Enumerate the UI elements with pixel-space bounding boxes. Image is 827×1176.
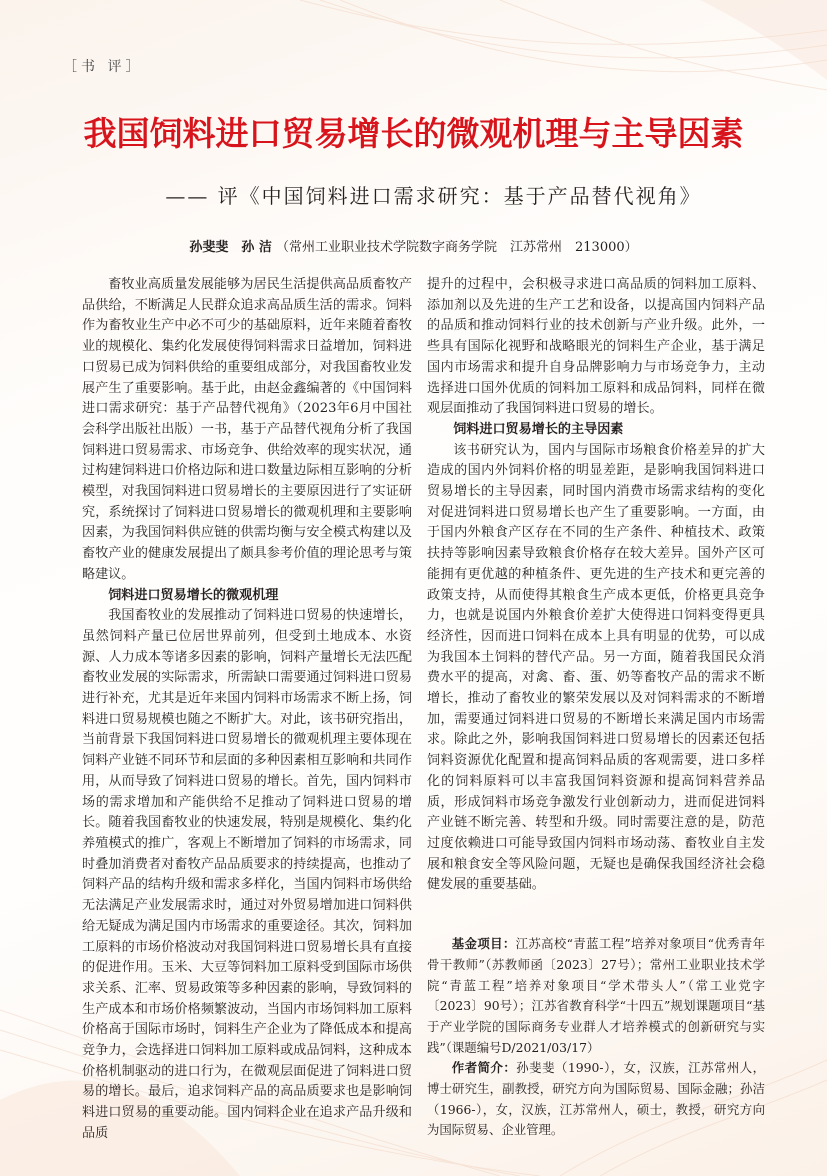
fund-note <box>427 934 765 1058</box>
article-subtitle: —— 评《中国饲料进口需求研究：基于产品替代视角》 <box>165 184 702 208</box>
article-title: 我国饲料进口贸易增长的微观机理与主导因素 <box>83 114 744 153</box>
section1-heading: 饲料进口贸易增长的微观机理 <box>108 587 279 603</box>
author-line <box>0 236 827 255</box>
bio-label: 作者简介： <box>451 1060 517 1076</box>
author-names: 孙斐斐 孙 洁 <box>189 240 272 255</box>
column-right <box>427 275 765 1141</box>
bio-text: 孙斐斐（1990-），女，汉族，江苏常州人，博士研究生，副教授，研究方向为国际贸易、国际金融；孙洁（1966-），女，汉族，江苏常州人，硕士，教授，研究方向为国际贸易、企业管理。 <box>427 1060 766 1138</box>
fund-text: 江苏高校“青蓝工程”培养对象项目“优秀青年骨干教师”（苏教师函〔2023〕27号）；常州工业职业技术学院“青蓝工程”培养对象项目“学术带头人”（常工业党字〔2023〕90号）；江苏省教育科学“十四五”规划课题项目“基于产业学院的国际商务专业群人才培养模式的创新研究与实践”（课题编号D/2021/03/17） <box>427 936 765 1055</box>
section-tag: ［书 评］ <box>63 59 144 75</box>
section1-paragraph-continued: 提升的过程中，会积极寻求进口高品质的饲料加工原料、添加剂以及先进的生产工艺和设备，以提高国内饲料产品的品质和推动饲料行业的技术创新与产业升级。此外，一些具有国际化视野和战略眼光的饲料生产企业，基于满足国内市场需求和提升自身品牌影响力与市场竞争力，主动选择进口国外优质的饲料加工原料和成品饲料，同样在微观层面推动了我国饲料进口贸易的增长。 <box>427 277 765 417</box>
section2-heading: 饲料进口贸易增长的主导因素 <box>453 421 624 437</box>
author-affiliation: （常州工业职业技术学院数字商务学院 江苏常州 213000） <box>276 240 638 255</box>
author-bio-note <box>427 1058 765 1141</box>
section1-paragraph: 我国畜牧业的发展推动了饲料进口贸易的快速增长，虽然饲料产量已位居世界前列，但受到土地成本、水资源、人力成本等诸多因素的影响，饲料产量增长无法匹配畜牧业发展的实际需求，所需缺口需要通过饲料进口贸易进行补充，尤其是近年来国内饲料市场需求不断上扬，饲料进口贸易规模也随之不断扩大。对此，该书研究指出，当前背景下我国饲料进口贸易增长的微观机理主要体现在饲料产业链不同环节和层面的多种因素相互影响和共同作用，从而导致了饲料进口贸易的增长。首先，国内饲料市场的需求增加和产能供给不足推动了饲料进口贸易的增长。随着我国畜牧业的快速发展，特别是规模化、集约化养殖模式的推广，客观上不断增加了饲料的市场需求，同时叠加消费者对畜牧产品品质要求的持续提高，也推动了饲料产品的结构升级和需求多样化，当国内饲料市场供给无法满足产业发展需求时，通过对外贸易增加进口饲料供给无疑成为满足国内市场需求的重要途径。其次，饲料加工原料的市场价格波动对我国饲料进口贸易增长具有直接的促进作用。玉米、大豆等饲料加工原料受到国际市场供求关系、汇率、贸易政策等多种因素的影响，导致饲料的生产成本和市场价格频繁波动，当国内市场饲料加工原料价格高于国际市场时，饲料生产企业为了降低成本和提高竞争力，会选择进口饲料加工原料或成品饲料，这种成本价格机制驱动的进口行为，在微观层面促进了饲料进口贸易的增长。最后，追求饲料产品的高品质要求也是影响饲料进口贸易的重要动能。国内饲料企业在追求产品升级和品质 <box>82 608 412 1141</box>
intro-paragraph: 畜牧业高质量发展能够为居民生活提供高品质畜牧产品供给，不断满足人民群众追求高品质生活的需求。饲料作为畜牧业生产中必不可少的基础原料，近年来随着畜牧业的规模化、集约化发展使得饲料需求日益增加，饲料进口贸易已成为饲料供给的重要组成部分，对我国畜牧业发展产生了重要影响。基于此，由赵金鑫编著的《中国饲料进口需求研究：基于产品替代视角》（2023年6月中国社会科学出版社出版）一书，基于产品替代视角分析了我国饲料进口贸易需求、市场竞争、供给效率的现实状况，通过构建饲料进口价格边际和进口数量边际相互影响的分析模型，对我国饲料进口贸易增长的主要原因进行了实证研究，系统探讨了饲料进口贸易增长的微观机理和主要影响因素，为我国饲料供应链的供需均衡与安全模式构建以及畜牧产业的健康发展提出了颇具参考价值的理论思考与策略建议。 <box>82 277 412 582</box>
section2-paragraph: 该书研究认为，国内与国际市场粮食价格差异的扩大造成的国内外饲料价格的明显差距，是影响我国饲料进口贸易增长的主导因素，同时国内消费市场需求结构的变化对促进饲料进口贸易增长也产生了重要影响。一方面，由于国内外粮食产区存在不同的生产条件、种植技术、政策扶持等影响因素导致粮食价格存在较大差异。国外产区可能拥有更优越的种植条件、更先进的生产技术和更完善的政策支持，从而使得其粮食生产成本更低，价格更具竞争力，也就是说国内外粮食价差扩大使得进口饲料变得更具经济性，因而进口饲料在成本上具有明显的优势，可以成为我国本土饲料的替代产品。另一方面，随着我国民众消费水平的提高，对禽、畜、蛋、奶等畜牧产品的需求不断增长，推动了畜牧业的繁荣发展以及对饲料需求的不断增加，需要通过饲料进口贸易的不断增长来满足国内市场需求。除此之外，影响我国饲料进口贸易增长的因素还包括饲料资源优化配置和提高饲料品质的客观需要，进口多样化的饲料原料可以丰富我国饲料资源和提高饲料营养品质，形成饲料市场竞争激发行业创新动力，进而促进饲料产业链不断完善、转型和升级。同时需要注意的是，防范过度依赖进口可能导致国内饲料市场动荡、畜牧业自主发展和粮食安全等风险问题，无疑也是确保我国经济社会稳健发展的重要基础。 <box>427 442 765 893</box>
fund-label: 基金项目： <box>451 936 516 952</box>
column-left <box>82 275 412 1145</box>
